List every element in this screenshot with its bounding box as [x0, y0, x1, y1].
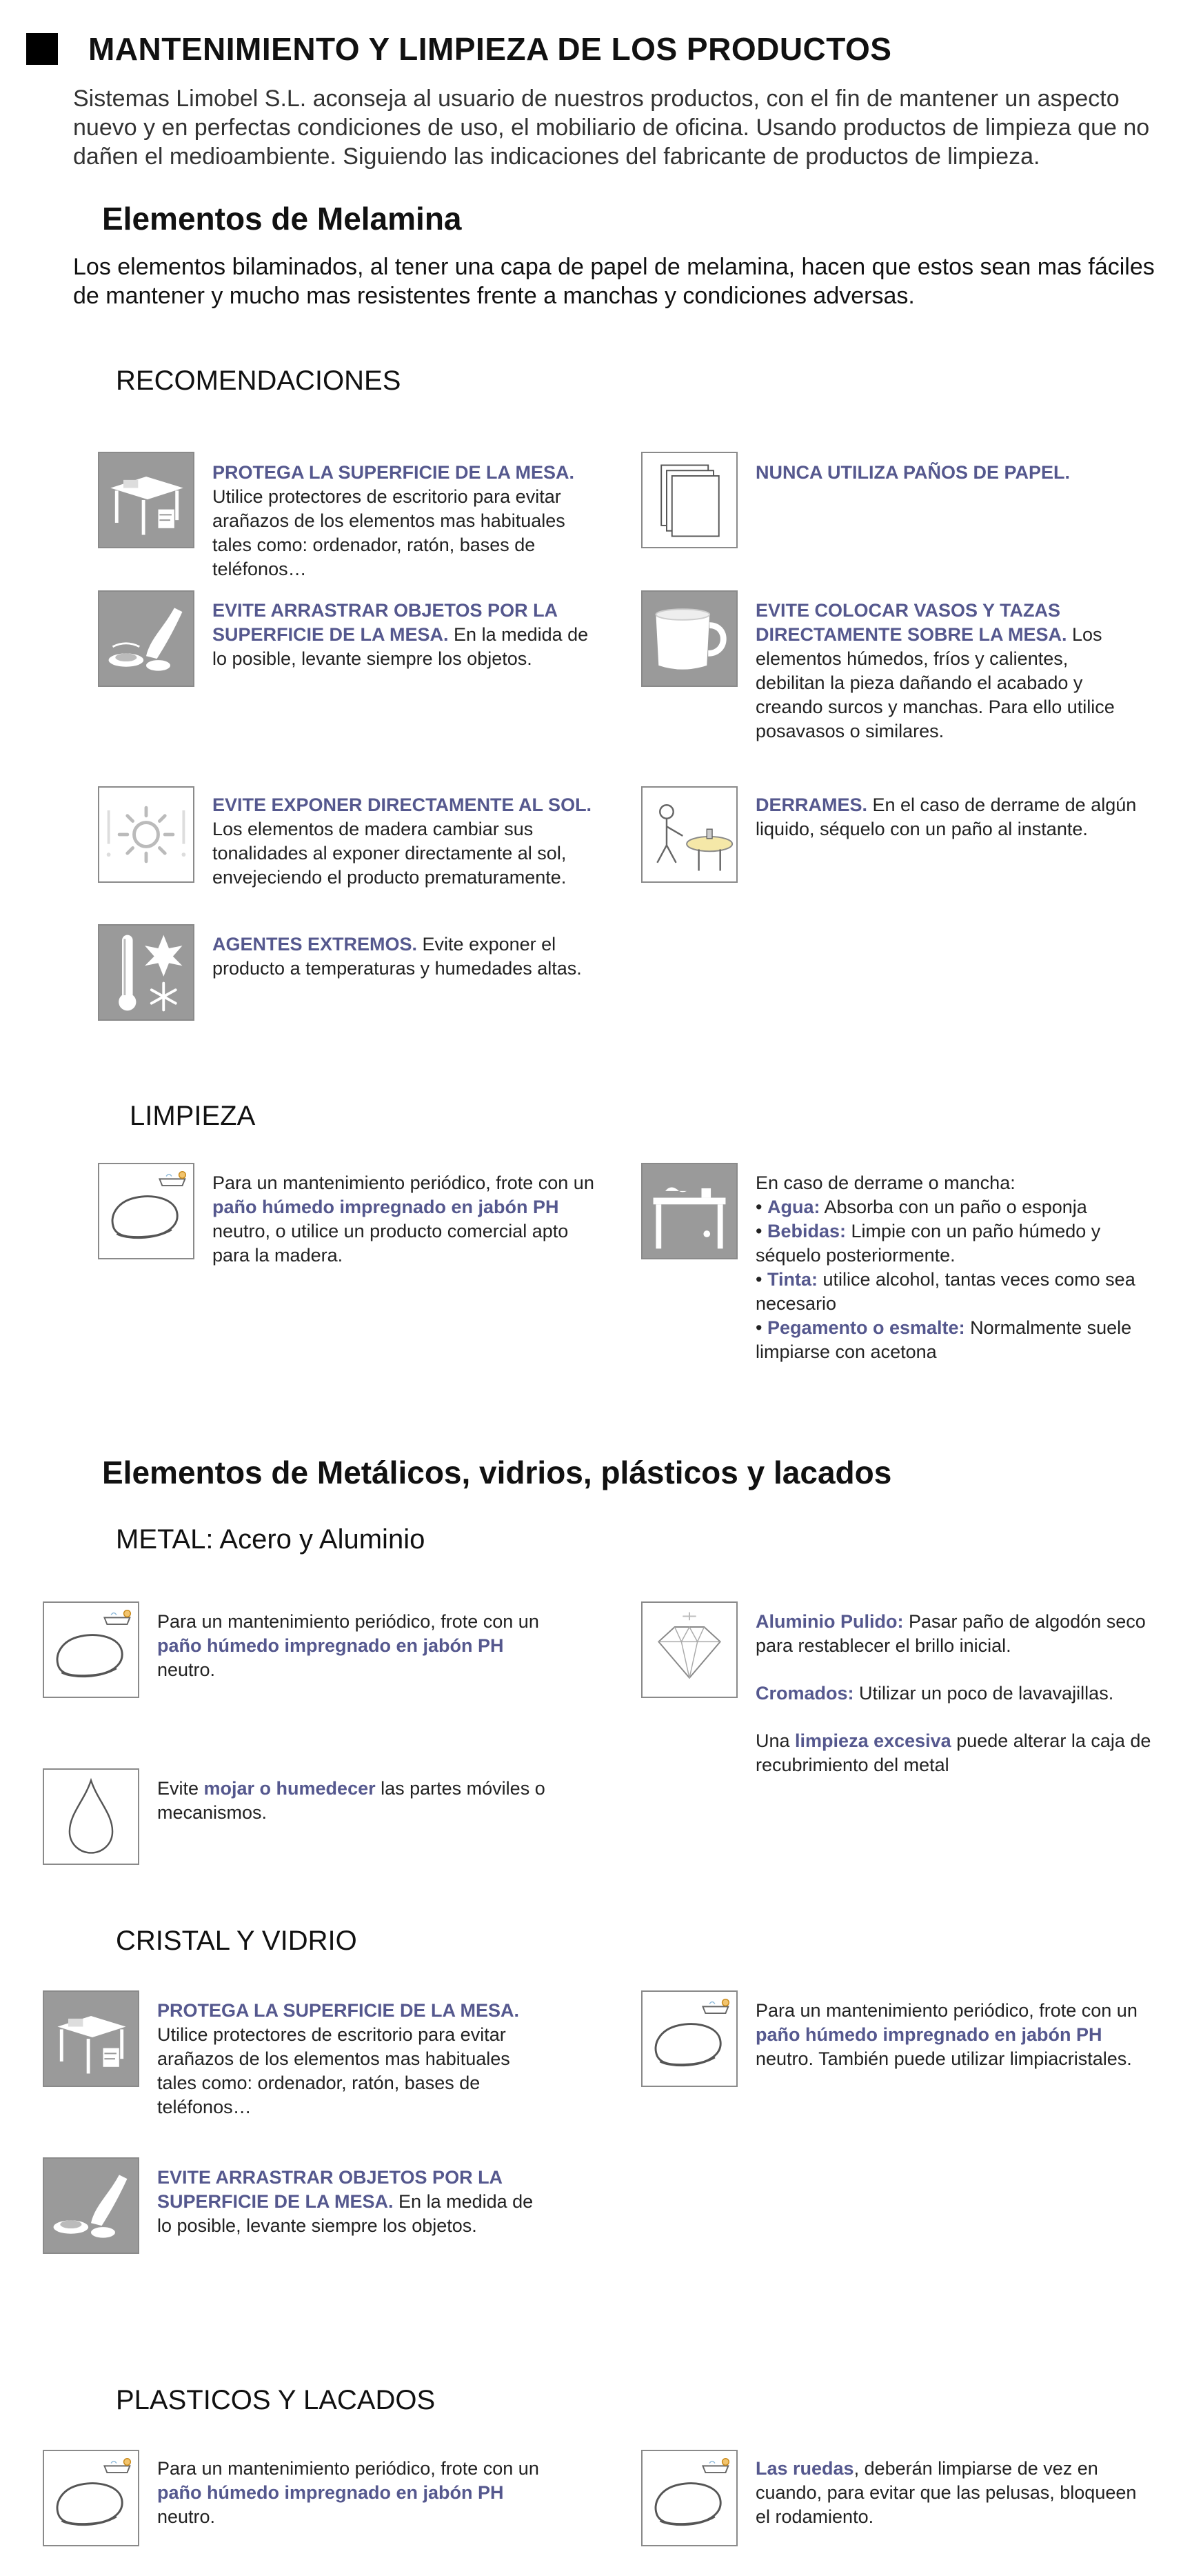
subsection-title-recomendaciones: RECOMENDACIONES [116, 366, 401, 396]
diamond-icon [641, 1601, 738, 1698]
rec-avoid-sun: EVITE EXPONER DIRECTAMENTE AL SOL. Los elementos de madera cambiar sus tonalidades al exponer directamente al sol, envejeciendo el producto prematuramente. [212, 795, 592, 888]
rec-avoid-drag: EVITE ARRASTRAR OBJETOS POR LA SUPERFICIE DE LA MESA. En la medida de lo posible, levante siempre los objetos. [212, 600, 589, 669]
rec-extreme-agents: AGENTES EXTREMOS. Evite exponer el producto a temperaturas y humedades altas. [212, 934, 582, 979]
rec-avoid-glasses: EVITE COLOCAR VASOS Y TAZAS DIRECTAMENTE SOBRE LA MESA. Los elementos húmedos, fríos y calientes, debilitan la pieza dañando el acabado y creando surcos y manchas. Para ello utilice posavasos o similares. [756, 600, 1115, 741]
drag-objects-icon [98, 590, 194, 687]
stain-item-tinta: • Tinta: utilice alcohol, tantas veces como sea necesario [756, 1269, 1135, 1314]
metal-cromados: Cromados: Utilizar un poco de lavavajillas. [756, 1683, 1114, 1704]
melamina-text-line1: Los elementos bilaminados, al tener una capa de papel de melamina, hacen que estos sean mas fáciles [73, 254, 1155, 280]
paper-sheets-icon [641, 452, 738, 548]
cristal-periodic-text: Para un mantenimiento periódico, frote con un paño húmedo impregnado en jabón PH neutro. También puede utilizar limpiacristales. [756, 2000, 1138, 2069]
metal-avoid-wet-text: Evite mojar o humedecer las partes móviles o mecanismos. [157, 1778, 545, 1823]
spill-icon [641, 786, 738, 883]
section-title-melamina: Elementos de Melamina [102, 201, 462, 237]
desk-protector-icon [43, 1990, 139, 2087]
sun-icon [98, 786, 194, 883]
thermometer-icon [98, 924, 194, 1021]
metal-periodic-text: Para un mantenimiento periódico, frote con un paño húmedo impregnado en jabón PH neutro. [157, 1611, 539, 1680]
sponge-icon [641, 1990, 738, 2087]
intro-paragraph: Sistemas Limobel S.L. aconseja al usuario de nuestros productos, con el fin de mantener un aspecto nuevo y en perfectas condiciones de uso, el mobiliario de oficina. Usando productos de limpieza que no dañen el medioambiente. Siguiendo las indicaciones del fabricante de productos de limpieza. [73, 86, 1150, 170]
sponge-icon [43, 1601, 139, 1698]
title-bullet-square [26, 33, 58, 65]
section-title-metalicos: Elementos de Metálicos, vidrios, plásticos y lacados [102, 1455, 892, 1490]
metal-aluminio-pulido: Aluminio Pulido: Pasar paño de algodón seco para restablecer el brillo inicial. [756, 1611, 1146, 1656]
melamina-text-line2: de mantener y mucho mas resistentes frente a manchas y condiciones adversas. [73, 283, 915, 309]
subsection-title-cristal: CRISTAL Y VIDRIO [116, 1926, 357, 1956]
rec-protect-surface: PROTEGA LA SUPERFICIE DE LA MESA. Utilice protectores de escritorio para evitar arañazos de los elementos mas habituales tales como: ordenador, ratón, bases de teléfonos… [212, 462, 575, 579]
limpieza-periodic-text: Para un mantenimiento periódico, frote con un paño húmedo impregnado en jabón PH neutro, o utilice un producto comercial apto para la madera. [212, 1172, 594, 1266]
water-drop-icon [43, 1768, 139, 1865]
stain-item-bebidas: • Bebidas: Limpie con un paño húmedo y séquelo posteriormente. [756, 1221, 1101, 1266]
table-stain-icon [641, 1163, 738, 1259]
sponge-icon [98, 1163, 194, 1259]
limpieza-stain-list [756, 1171, 1155, 1364]
stain-item-pegamento: • Pegamento o esmalte: Normalmente suele limpiarse con acetona [756, 1317, 1132, 1362]
desk-protector-icon [98, 452, 194, 548]
cristal-protect-surface: PROTEGA LA SUPERFICIE DE LA MESA. Utilice protectores de escritorio para evitar arañazos de los elementos mas habituales tales como: ordenador, ratón, bases de teléfonos… [157, 2000, 520, 2117]
subsection-title-metal: METAL: Acero y Aluminio [116, 1524, 425, 1555]
drag-objects-icon [43, 2157, 139, 2254]
metal-excess-cleaning: Una limpieza excesiva puede alterar la caja de recubrimiento del metal [756, 1730, 1151, 1775]
subsection-title-limpieza: LIMPIEZA [130, 1101, 256, 1131]
sponge-icon [641, 2450, 738, 2546]
sponge-icon [43, 2450, 139, 2546]
plasticos-periodic-text: Para un mantenimiento periódico, frote con un paño húmedo impregnado en jabón PH neutro. [157, 2458, 539, 2527]
metal-finishes-text [756, 1610, 1155, 1777]
plasticos-wheels-text: Las ruedas, deberán limpiarse de vez en cuando, para evitar que las pelusas, bloqueen el rodamiento. [756, 2458, 1137, 2527]
rec-spills: DERRAMES. En el caso de derrame de algún liquido, séquelo con un paño al instante. [756, 795, 1137, 839]
mug-icon [641, 590, 738, 687]
page-title: MANTENIMIENTO Y LIMPIEZA DE LOS PRODUCTOS [88, 31, 892, 67]
stain-item-agua: • Agua: Absorba con un paño o esponja [756, 1197, 1087, 1217]
stain-intro: En caso de derrame o mancha: [756, 1172, 1016, 1193]
cristal-avoid-drag: EVITE ARRASTRAR OBJETOS POR LA SUPERFICIE DE LA MESA. En la medida de lo posible, levante siempre los objetos. [157, 2167, 534, 2236]
subsection-title-plasticos: PLASTICOS Y LACADOS [116, 2385, 436, 2415]
rec-no-paper: NUNCA UTILIZA PAÑOS DE PAPEL. [756, 462, 1071, 483]
